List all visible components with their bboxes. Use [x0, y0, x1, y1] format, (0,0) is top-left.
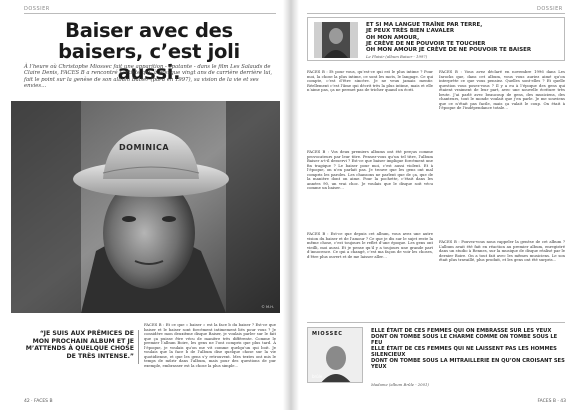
artist-photo	[11, 101, 280, 313]
album-cover-brule	[307, 327, 363, 383]
lyric-line: DONT ON TOMBE SOUS LE CHARME COMME ON TOMBE SOUS LE FEU	[371, 334, 558, 346]
interview-col2-block1: FACES B : Vous avez déclaré en novembre 1996 dans Les Inrocks que, dans cet album, vous vous auriez aimé qu’on interprète ce que vous pensiez. Quelles sont-elles ? Et quelle question vous posez-vous ? Il y a eu à l’époque des gens qui étaient vraiment de leur part, avec une nouvelle écriture très brute. J’ai parlé avec beaucoup de gens, des musiciens, des chanteurs, tout le monde voulait que j’en parle. Je me souviens que ce n’était pas facile, mais ça valait le coup. On était à l’époque de l’indépendance totale…	[439, 70, 565, 111]
lyric-credit-top: Le Plaisir (album Baiser - 1997)	[366, 54, 428, 59]
right-page	[291, 0, 582, 410]
divider-rule	[307, 322, 565, 323]
article-standfirst: À l’heure où Christophe Miossec fait une apparition - épatante - dans le film Les Salauds de Claire Denis, FACES B a rencontré l’artiste qui, à presque vingt ans de carrière derrière lui, fait le point sur la genèse de son album Baiser (paru en 1997), sa vision de la vie et ses envies…	[24, 64, 273, 90]
section-label-right: DOSSIER	[537, 6, 563, 12]
lyric-line: JE CRÈVE DE NE POUVOIR TE TOUCHER	[366, 40, 486, 47]
interview-col2-block2: FACES B : Pouvez-vous nous rappeler la genèse de cet album ? L’album avait été fait en réaction au premier album, enregistré dans un studio à Rennes, sur la musique de disque réalisé par le dernier Boire. On a tout fait avec les mêmes musiciens. Le son était plus travaillé, plus produit, et les gens ont été surpris…	[439, 240, 565, 263]
section-label: DOSSIER	[24, 6, 50, 12]
interview-col1-block1: FACES B : Et pour vous, qu’est-ce qui est le plus intime ? Pour moi, la chose la plus intime, ce sont les mots, le langage. Ce qui compte, c’est d’être sincère. Je ne veux jamais mentir. Réellement c’est l’âme qui décrit très la plus intime, mais et elle n’aime pas, ça ne permet pas de tricher quand on écrit.	[307, 70, 433, 93]
album-cover-baiser	[314, 22, 358, 58]
pull-quote: “JE SUIS AUX PRÉMICES DE MON PROCHAIN ALBUM ET JE M’ATTENDS À QUELQUE CHOSE DE TRÈS INTENSE.”	[25, 330, 134, 360]
lyric-line: ELLE ÉTAIT DE CES FEMMES QUI NE LAISSENT PAS LES HOMMES SILENCIEUX	[371, 346, 557, 358]
lyric-box-top	[307, 17, 565, 61]
cover-title: MIOSSEC	[312, 331, 343, 337]
hat-lettering: DOMINICA	[119, 143, 170, 152]
interview-column-left-page: FACES B : Et ce que « baiser » est la face b du baiser ? Est-ce que baiser et le baiser sont forcément intimement liés pour vous ? Je considère mon deuxième disque Baiser, je voulais parler sur le fait que ça puisse être vécu de manière très différente. Comme le premier l’album Boire, les gens ne l’ont compris que plus tard. À l’époque, je voulais qu’on me vit comme quelqu’un qui boit. Je voulais que la face b de l’album dise quelque chose sur la vie quotidienne, et que les gens s’y retrouvent. Mes textes ont mis le temps de mûrir dans l’album, mais pour des questions de pur exemple, embrasser est la chose la plus simple…	[144, 323, 276, 368]
artist-photo-illustration	[11, 101, 280, 313]
page-folio-right: FACES B · 43	[537, 399, 566, 404]
pull-quote-divider	[138, 330, 139, 364]
lyric-line: ELLE ÉTAIT DE CES FEMMES QUI ON EMBRASSE SUR LES YEUX	[371, 328, 552, 334]
lyric-excerpt-top	[366, 22, 564, 53]
lyric-excerpt-bottom	[371, 328, 565, 370]
cover-subtitle: brûle	[312, 374, 323, 379]
album-cover-art	[314, 22, 358, 58]
top-rule-right	[307, 13, 565, 14]
lyric-line: DONT ON TOMBE SOUS LA MITRAILLERIE EN QU’ON CROISANT SES YEUX	[371, 358, 565, 370]
lyric-line: JE PEUX TRÈS BIEN L’AVALER	[366, 28, 455, 35]
interview-col1-block2: FACES B : Vos deux premiers albums ont été perçus comme provocateurs par leur titre. Pensez-vous qu’un tel titre, l’album Baiser a-t-il desservi ? Est-ce que baiser implique forcément une fin tragique ? Le baiser pour moi, c’est aussi violent. Et à l’époque, on n’en parlait pas. Je trouve que les gens ont mal compris les paroles. Les chansons ne parlent que de ça, que de la manière dont on aime. Pour la pochette, c’était dans les années 90, un vrai choc. Je voulais que le disque soit vécu comme un baiser…	[307, 150, 433, 191]
interview-col1-block3: FACES B : Est-ce que depuis cet album, vous avez une autre vision du baiser et de l’amour ? Ce que je dis sur le sujet reste la même chose, c’est toujours le reflet d’une époque. Les gens ont vieilli, moi aussi. Et je pense qu’il y a toujours une grande part d’innocence. Ce qui a changé, c’est ma façon de voir les choses, d’être plus ouvert et de me laisser aller…	[307, 232, 433, 259]
article-headline: Baiser avec des baisers, c’est joli aussi.	[58, 19, 240, 84]
lyric-line: OH MON AMOUR,	[366, 34, 420, 41]
lyric-line: OH MON AMOUR JE CRÈVE DE NE POUVOIR TE BAISER	[366, 47, 532, 54]
lyric-line: ET SI MA LANGUE TRAÎNE PAR TERRE,	[366, 22, 483, 28]
page-folio-left: 42 · FACES B	[24, 399, 53, 404]
top-rule	[24, 13, 276, 14]
lyric-credit-bottom: Madame (album Brûle - 2001)	[371, 382, 429, 387]
photo-credit: © M.H.	[261, 305, 274, 309]
